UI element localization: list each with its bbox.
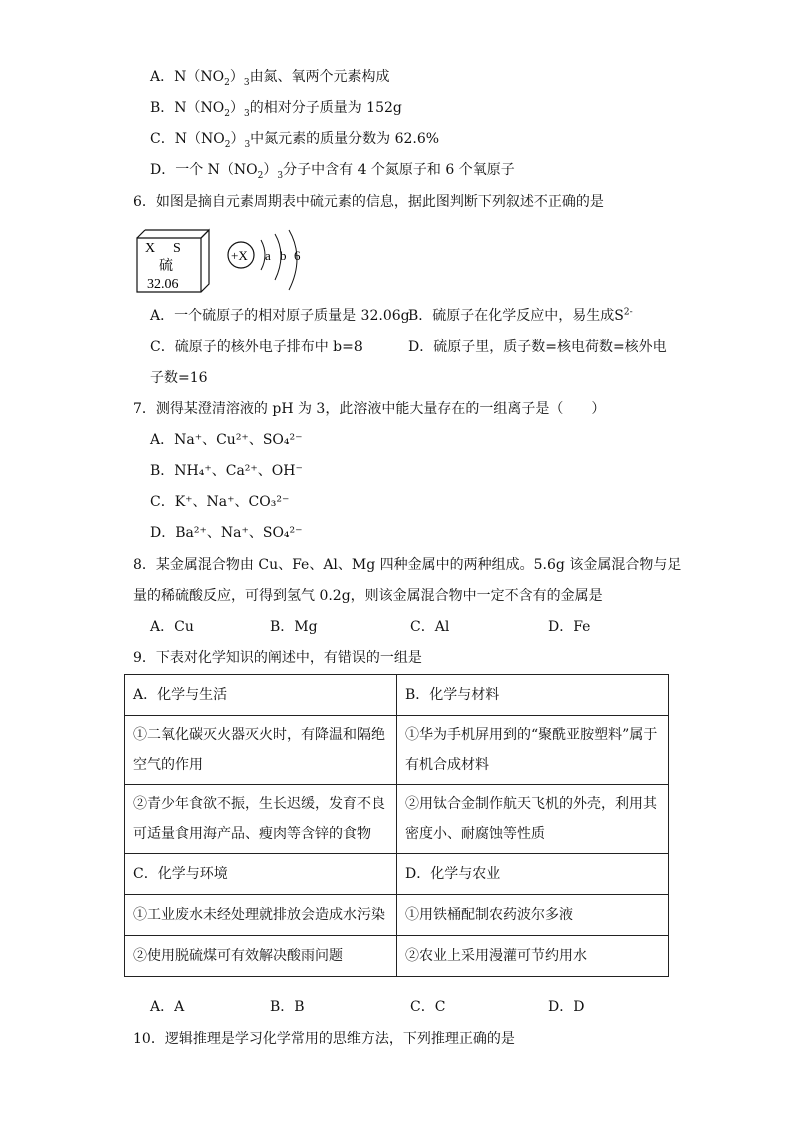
q9-option-a: A．A bbox=[150, 999, 185, 1015]
table-row bbox=[125, 895, 669, 936]
q6-stem: 6．如图是摘自元素周期表中硫元素的信息，据此图判断下列叙述不正确的是 bbox=[133, 194, 604, 210]
table-row bbox=[125, 785, 669, 854]
table-cell: ②使用脱硫煤可有效解决酸雨问题 bbox=[125, 936, 397, 977]
table-cell: ①工业废水未经处理就排放会造成水污染 bbox=[125, 895, 397, 936]
shell-a-label: a bbox=[265, 248, 271, 263]
q8-option-d: D．Fe bbox=[548, 619, 591, 635]
table-cell: A．化学与生活 bbox=[125, 675, 397, 716]
table-cell: ①华为手机屏用到的“聚酰亚胺塑料”属于有机合成材料 bbox=[397, 716, 669, 785]
q7-option-c: C．K⁺、Na⁺、CO₃²⁻ bbox=[150, 494, 290, 510]
q6-option-d-cont: 子数=16 bbox=[150, 370, 208, 386]
q9-option-c: C．C bbox=[410, 999, 446, 1015]
table-cell: ①二氧化碳灭火器灭火时，有降温和隔绝空气的作用 bbox=[125, 716, 397, 785]
nucleus-label: +X bbox=[231, 248, 248, 263]
table-cell: ②农业上采用漫灌可节约用水 bbox=[397, 936, 669, 977]
q6-option-d: D．硫原子里，质子数=核电荷数=核外电 bbox=[408, 339, 667, 355]
table-row bbox=[125, 854, 669, 895]
q5-option-b: B．$N(NO_2)_3$的相对分子质量为 152g bbox=[150, 100, 402, 119]
table-cell: C．化学与环境 bbox=[125, 854, 397, 895]
q6-option-a: A．一个硫原子的相对原子质量是 32.06g bbox=[150, 308, 410, 324]
shell-c-label: 6 bbox=[294, 248, 301, 263]
table-row bbox=[125, 675, 669, 716]
q7-stem: 7．测得某澄清溶液的 pH 为 3，此溶液中能大量存在的一组离子是（ ） bbox=[133, 401, 606, 417]
q8-stem-line1: 8．某金属混合物由 Cu、Fe、Al、Mg 四种金属中的两种组成。5.6g 该金属混合物与足 bbox=[133, 557, 682, 573]
box-mass: 32.06 bbox=[147, 277, 179, 292]
shell-b-label: b bbox=[280, 248, 287, 263]
q7-option-a: A．Na⁺、Cu²⁺、SO₄²⁻ bbox=[150, 432, 303, 448]
q9-stem: 9．下表对化学知识的阐述中，有错误的一组是 bbox=[133, 650, 422, 666]
q8-stem-line2: 量的稀硫酸反应，可得到氢气 0.2g，则该金属混合物中一定不含有的金属是 bbox=[133, 588, 603, 604]
q8-option-b: B．Mg bbox=[270, 619, 318, 635]
table-cell: ②用钛合金制作航天飞机的外壳，利用其密度小、耐腐蚀等性质 bbox=[397, 785, 669, 854]
box-symbol: S bbox=[173, 241, 181, 256]
q8-option-a: A．Cu bbox=[150, 619, 194, 635]
table-row bbox=[125, 936, 669, 977]
box-name: 硫 bbox=[159, 258, 173, 274]
q9-option-d: D．D bbox=[548, 999, 585, 1015]
table-row bbox=[125, 716, 669, 785]
q5-option-d: D．一个 $N(NO_2)_3$分子中含有 4 个氮原子和 6 个氧原子 bbox=[150, 162, 515, 181]
q9-table bbox=[124, 674, 669, 977]
sulfur-element-diagram bbox=[135, 228, 320, 300]
q7-option-d: D．Ba²⁺、Na⁺、SO₄²⁻ bbox=[150, 525, 303, 541]
q10-stem: 10．逻辑推理是学习化学常用的思维方法，下列推理正确的是 bbox=[133, 1031, 515, 1047]
q6-option-b: B．硫原子在化学反应中，易生成$S^{2-}$ bbox=[408, 307, 633, 324]
q8-option-c: C．Al bbox=[410, 619, 450, 635]
q5-option-c: C．$N(NO_2)_3$中氮元素的质量分数为 62.6% bbox=[150, 131, 440, 150]
table-cell: D．化学与农业 bbox=[397, 854, 669, 895]
q7-option-b: B．NH₄⁺、Ca²⁺、OH⁻ bbox=[150, 463, 303, 479]
q5-option-a: A．$N(NO_2)_3$由氮、氧两个元素构成 bbox=[150, 69, 390, 88]
table-cell: ②青少年食欲不振，生长迟缓，发育不良可适量食用海产品、瘦肉等含锌的食物 bbox=[125, 785, 397, 854]
q9-option-b: B．B bbox=[270, 999, 305, 1015]
table-cell: ①用铁桶配制农药波尔多液 bbox=[397, 895, 669, 936]
q6-option-c: C．硫原子的核外电子排布中 b=8 bbox=[150, 339, 363, 355]
box-x-label: X bbox=[145, 241, 156, 256]
table-cell: B．化学与材料 bbox=[397, 675, 669, 716]
